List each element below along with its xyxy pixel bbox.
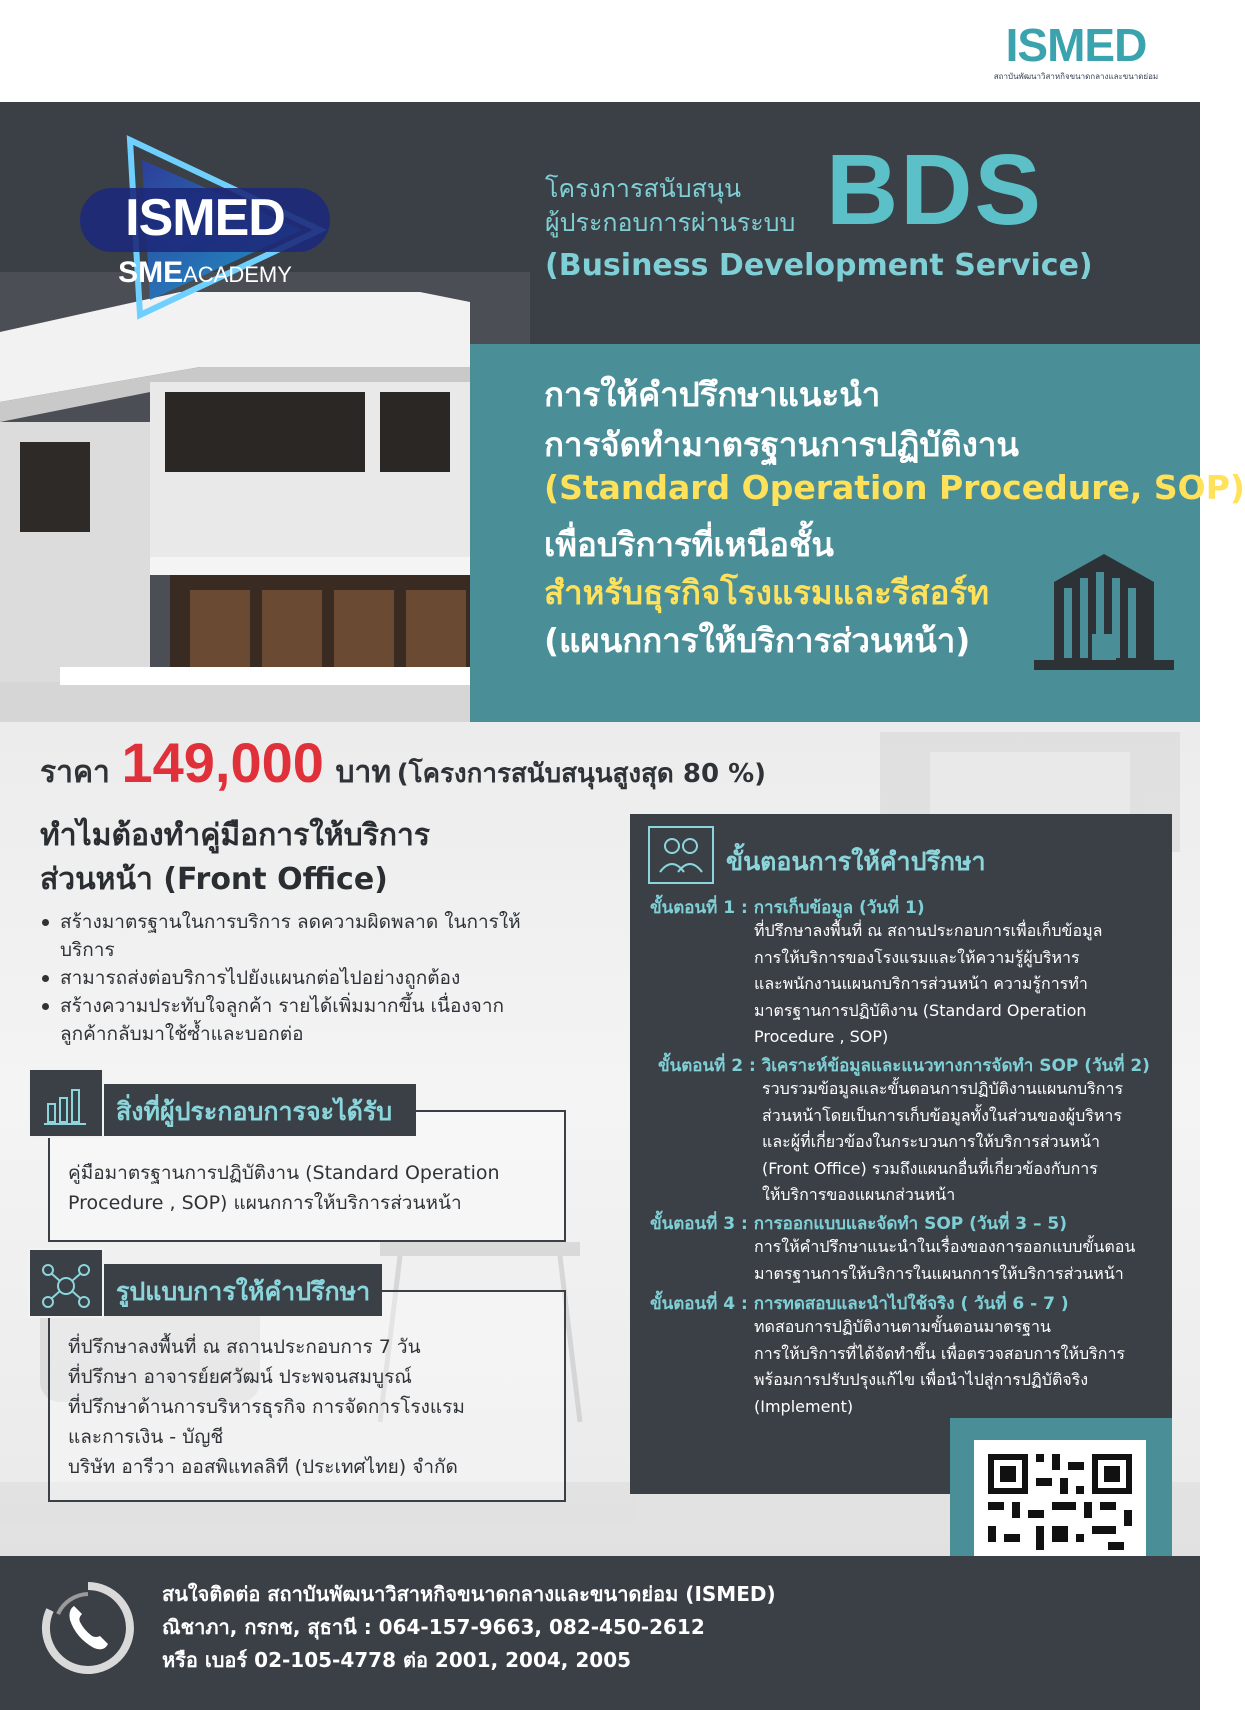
- contact-footer: [0, 1556, 1200, 1710]
- ismed-logo: [986, 19, 1166, 83]
- step-2-heading: ขั้นตอนที่ 2 : วิเคราะห์ข้อมูลและแนวทางการจัดทำ SOP (วันที่ 2): [658, 1056, 1150, 1076]
- benefit-title: สิ่งที่ผู้ประกอบการจะได้รับ: [116, 1097, 393, 1126]
- contact-line-1: สนใจติดต่อ สถาบันพัฒนาวิสาหกิจขนาดกลางและขนาดย่อม (ISMED): [162, 1582, 776, 1606]
- why-list: [38, 908, 538, 1048]
- title-line-2: การจัดทำมาตรฐานการปฏิบัติงาน: [544, 425, 1019, 464]
- step-4-heading: ขั้นตอนที่ 4 : การทดสอบและนำไปใช้จริง ( วันที่ 6 - 7 ): [650, 1294, 1069, 1314]
- price-label: ราคา: [40, 755, 110, 790]
- network-icon: [28, 1248, 104, 1318]
- hero-section: [0, 102, 1245, 722]
- price-amount: 149,000: [121, 731, 324, 794]
- ismed-logo-text: ISMED: [1005, 19, 1147, 71]
- service-title-panel: [470, 344, 1245, 722]
- project-label: โครงการสนับสนุน ผู้ประกอบการผ่านระบบ: [545, 174, 796, 237]
- bds-title: BDS: [826, 134, 1044, 246]
- step-1-heading: ขั้นตอนที่ 1 : การเก็บข้อมูล (วันที่ 1): [650, 898, 925, 918]
- format-title: รูปแบบการให้คำปรึกษา: [116, 1277, 371, 1306]
- content-section: [0, 722, 1200, 1556]
- list-item: สร้างความประทับใจลูกค้า รายได้เพิ่มมากขึ้น เนื่องจากลูกค้ากลับมาใช้ซ้ำและบอกต่อ: [38, 992, 538, 1048]
- price-line: [40, 730, 766, 796]
- step-1-body: ที่ปรึกษาลงพื้นที่ ณ สถานประกอบการเพื่อเก็บข้อมูล การให้บริการของโรงแรมและให้ความรู้ผู้บริหาร และพนักงานแผนกบริการส่วนหน้า ความรู้การทำ มาตรฐานการปฏิบัติงาน (Standard Operation Procedure , SOP): [754, 921, 1103, 1046]
- badge-subtitle: SMEACADEMY: [118, 256, 292, 289]
- contact-phone-line: ณิชาภา, กรกช, สุธานี : 064-157-9663, 082-450-2612: [162, 1615, 705, 1639]
- title-line-1: การให้คำปรึกษาแนะนำ: [544, 375, 881, 414]
- steps-panel: [630, 814, 1172, 1494]
- badge-title: ISMED: [125, 189, 285, 247]
- title-line-3: (Standard Operation Procedure, SOP): [544, 468, 1245, 507]
- contact-info: [162, 1578, 776, 1677]
- bar-chart-icon: [28, 1068, 104, 1138]
- sme-academy-badge: [70, 120, 340, 320]
- format-header: [28, 1264, 382, 1316]
- price-support-note: (โครงการสนับสนุนสูงสุด 80 %): [396, 759, 767, 789]
- building-icon: [1034, 546, 1174, 672]
- benefit-text: คู่มือมาตรฐานการปฏิบัติงาน (Standard Operation Procedure , SOP) แผนกการให้บริการส่วนหน้า: [68, 1162, 500, 1214]
- benefit-header: [28, 1084, 416, 1136]
- top-bar: [0, 0, 1200, 102]
- people-icon: [648, 826, 714, 884]
- title-line-6: (แผนกการให้บริการส่วนหน้า): [544, 621, 971, 660]
- step-2-body: รวบรวมข้อมูลและขั้นตอนการปฏิบัติงานแผนกบริการ ส่วนหน้าโดยเป็นการเก็บข้อมูลทั้งในส่วนของผู้บริหาร และผู้ที่เกี่ยวข้องในกระบวนการให้บริการส่วนหน้า (Front Office) รวมถึงแผนกอื่นที่เกี่ยวข้องกับการ ให้บริการของแผนกส่วนหน้า: [762, 1079, 1124, 1204]
- list-item: สร้างมาตรฐานในการบริการ ลดความผิดพลาด ในการให้บริการ: [38, 908, 538, 964]
- step-4-body: ทดสอบการปฏิบัติงานตามขั้นตอนมาตรฐาน การให้บริการที่ได้จัดทำขึ้น เพื่อตรวจสอบการให้บริการ พร้อมการปรับปรุงแก้ไข เพื่อนำไปสู่การปฏิบัติจริง (Implement): [754, 1317, 1126, 1416]
- title-line-5: สำหรับธุรกิจโรงแรมและรีสอร์ท: [544, 573, 989, 612]
- bds-full-name: (Business Development Service): [545, 248, 1093, 283]
- why-heading: ทำไมต้องทำคู่มือการให้บริการ ส่วนหน้า (Front Office): [40, 818, 430, 897]
- price-unit: บาท: [335, 755, 392, 790]
- list-item: สามารถส่งต่อบริการไปยังแผนกต่อไปอย่างถูกต้อง: [38, 964, 538, 992]
- ismed-logo-tagline: สถาบันพัฒนาวิสาหกิจขนาดกลางและขนาดย่อม: [993, 72, 1159, 81]
- house-photo: [0, 272, 530, 722]
- format-text: ที่ปรึกษาลงพื้นที่ ณ สถานประกอบการ 7 วัน ที่ปรึกษา อาจารย์ยศวัฒน์ ประพจนสมบูรณ์ ที่ปรึกษาด้านการบริหารธุรกิจ การจัดการโรงแรม และการเงิน - บัญชี บริษัท อารีวา ออสพิแทลลิที (ประเทศไทย) จำกัด: [68, 1336, 465, 1478]
- step-3-heading: ขั้นตอนที่ 3 : การออกแบบและจัดทำ SOP (วันที่ 3 – 5): [650, 1214, 1067, 1234]
- step-3-body: การให้คำปรึกษาแนะนำในเรื่องของการออกแบบขั้นตอน มาตรฐานการให้บริการในแผนกการให้บริการส่วนหน้า: [754, 1237, 1136, 1283]
- title-line-4: เพื่อบริการที่เหนือชั้น: [544, 525, 834, 564]
- phone-icon: [40, 1580, 136, 1676]
- steps-title: ขั้นตอนการให้คำปรึกษา: [726, 847, 986, 876]
- contact-office-line: หรือ เบอร์ 02-105-4778 ต่อ 2001, 2004, 2005: [162, 1648, 632, 1672]
- format-box: [48, 1290, 566, 1502]
